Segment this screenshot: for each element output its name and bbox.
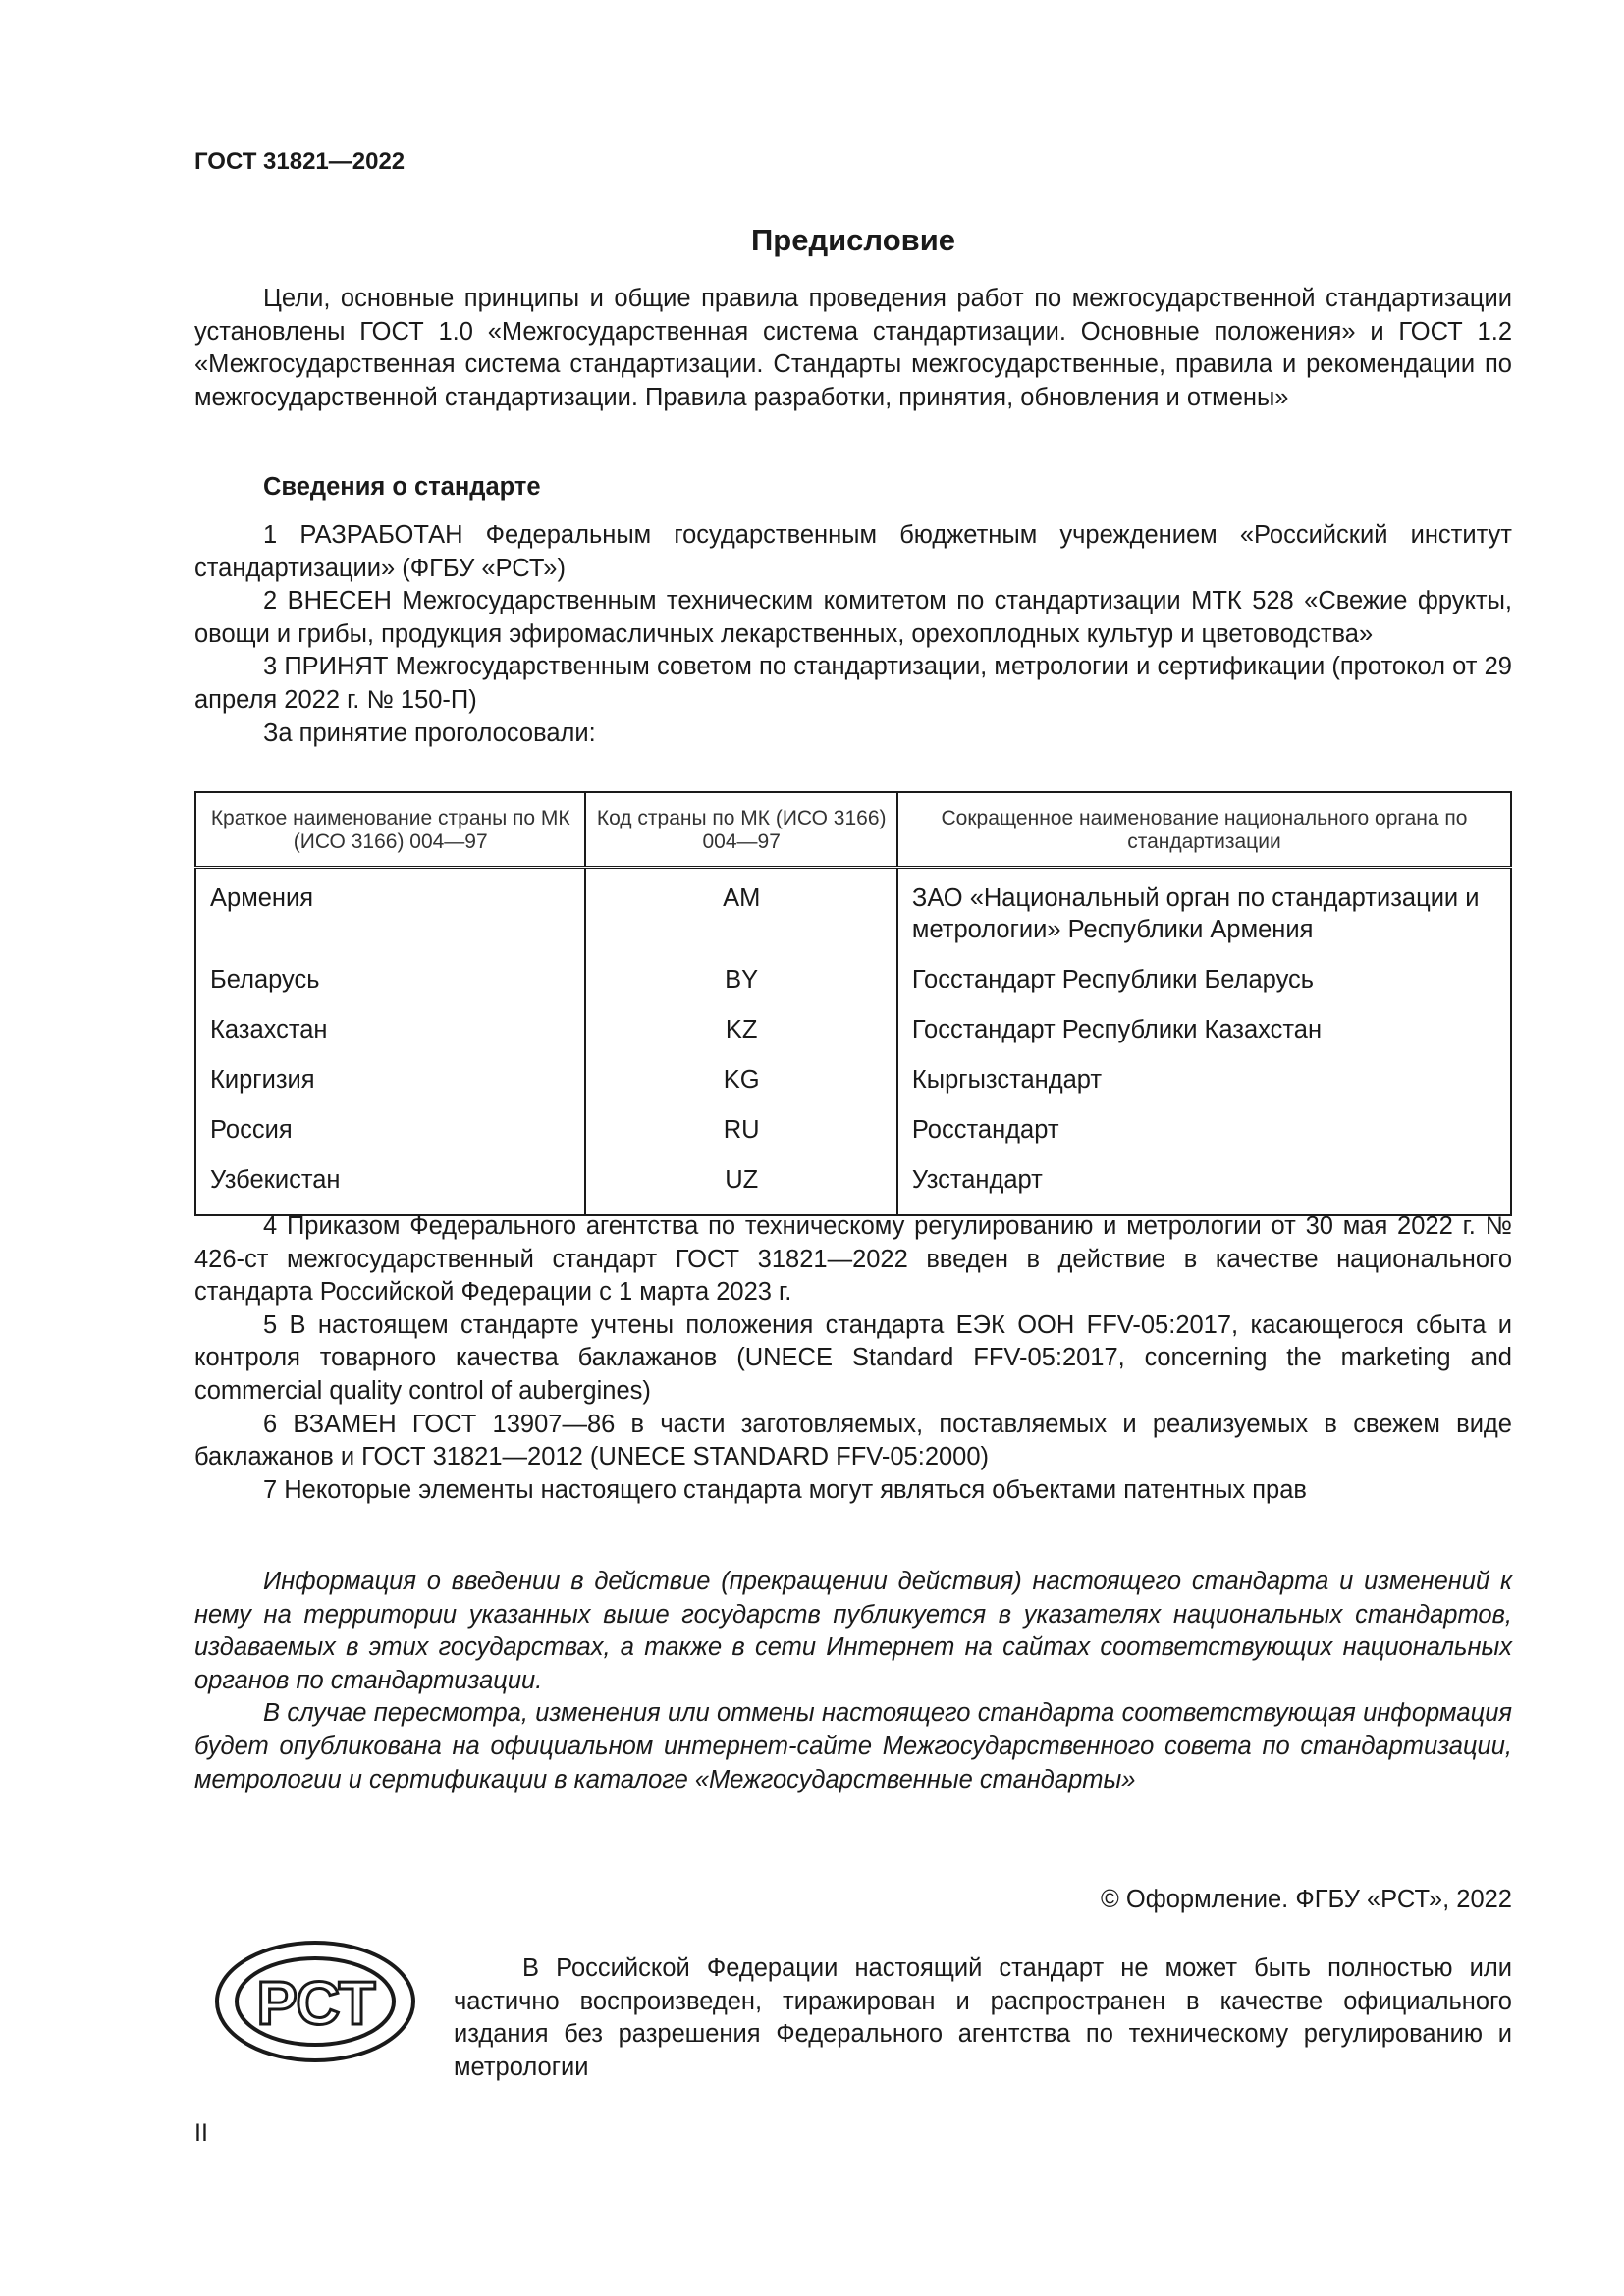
table-header-row — [195, 792, 1511, 868]
table-row — [195, 1114, 1511, 1164]
about-heading-block — [194, 471, 1512, 505]
info-block — [194, 1566, 1512, 1796]
table-row — [195, 964, 1511, 1014]
document-header: ГОСТ 31821—2022 — [194, 148, 406, 175]
table-row — [195, 1014, 1511, 1064]
cell-code: KZ — [585, 1014, 896, 1064]
cell-country: Армения — [195, 868, 585, 965]
info-paragraph: В случае пересмотра, изменения или отмены настоящего стандарта соответствующая информация будет опубликована на официальном интернет-сайте Межгосударственного совета по стандартизации, метрологии и сертификации в каталоге «Межгосударственные стандарты» — [194, 1699, 1512, 1793]
reproduction-note — [454, 1952, 1512, 2084]
cell-country: Казахстан — [195, 1014, 585, 1064]
page-title: Предисловие — [750, 223, 955, 257]
logo-text: РСТ — [256, 1970, 376, 2038]
reproduction-text: В Российской Федерации настоящий стандарт не может быть полностью или частично воспроизведен, тиражирован и распространен в качестве официального издания без разрешения Федерального агентства по техническому регулированию и метрологии — [454, 1954, 1512, 2081]
header-country: Краткое наименование страны по МК (ИСО 3166) 004—97 — [195, 792, 585, 868]
items-after-table — [194, 1210, 1512, 1507]
cell-body: ЗАО «Национальный орган по стандартизации и метрологии» Республики Армения — [897, 868, 1511, 965]
cell-code: KG — [585, 1064, 896, 1114]
list-item: 7 Некоторые элементы настоящего стандарта могут являться объектами патентных прав — [263, 1475, 1307, 1504]
copyright-line: © Оформление. ФГБУ «РСТ», 2022 — [1101, 1886, 1512, 1913]
cell-body: Росстандарт — [897, 1114, 1511, 1164]
voted-label: За принятие проголосовали: — [263, 719, 596, 747]
cell-code: UZ — [585, 1164, 896, 1215]
cell-body: Госстандарт Республики Беларусь — [897, 964, 1511, 1014]
page-number: II — [194, 2119, 208, 2147]
cell-body: Госстандарт Республики Казахстан — [897, 1014, 1511, 1064]
cell-body: Узстандарт — [897, 1164, 1511, 1215]
info-paragraph: Информация о введении в действие (прекращении действия) настоящего стандарта и изменений к нему на территории указанных выше государств публикуется в указателях национальных стандартов, издаваемых в этих государствах, а также в сети Интернет на сайтах соответствующих национальных органов по стандартизации. — [194, 1568, 1512, 1694]
cell-country: Россия — [195, 1114, 585, 1164]
intro-paragraph: Цели, основные принципы и общие правила проведения работ по межгосударственной стандартизации установлены ГОСТ 1.0 «Межгосударственная система стандартизации. Основные положения» и ГОСТ 1.2 «Межгосударственная система стандартизации. Стандарты межгосударственные, правила и рекомендации по межгосударственной стандартизации. Правила разработки, принятия, обновления и отмены» — [194, 285, 1512, 411]
cell-code: BY — [585, 964, 896, 1014]
intro-block — [194, 283, 1512, 414]
list-item: 2 ВНЕСЕН Межгосударственным техническим комитетом по стандартизации МТК 528 «Свежие фрукты, овощи и грибы, продукция эфиромасличных лекарственных, орехоплодных культур и цветоводства» — [194, 587, 1512, 648]
cell-country: Беларусь — [195, 964, 585, 1014]
voting-states-table — [194, 791, 1512, 1216]
list-item: 6 ВЗАМЕН ГОСТ 13907—86 в части заготовляемых, поставляемых и реализуемых в свежем виде баклажанов и ГОСТ 31821—2012 (UNECE STANDARD FFV-05:2000) — [194, 1410, 1512, 1471]
list-item: 3 ПРИНЯТ Межгосударственным советом по стандартизации, метрологии и сертификации (протокол от 29 апреля 2022 г. № 150-П) — [194, 653, 1512, 714]
items-before-table — [194, 519, 1512, 750]
about-heading: Сведения о стандарте — [263, 473, 541, 501]
table-row — [195, 1164, 1511, 1215]
cell-country: Узбекистан — [195, 1164, 585, 1215]
list-item: 4 Приказом Федерального агентства по техническому регулированию и метрологии от 30 мая 2022 г. № 426-ст межгосударственный стандарт ГОСТ 31821—2022 введен в действие в качестве национального стандарта Российской Федерации с 1 марта 2023 г. — [194, 1212, 1512, 1307]
cell-body: Кыргызстандарт — [897, 1064, 1511, 1114]
cell-code: RU — [585, 1114, 896, 1164]
table-row — [195, 868, 1511, 965]
cell-code: AM — [585, 868, 896, 965]
list-item: 5 В настоящем стандарте учтены положения стандарта ЕЭК ООН FFV-05:2017, касающегося сбыта и контроля товарного качества баклажанов (UNECE Standard FFV-05:2017, concerning the marketing and commercial quality control of aubergines) — [194, 1310, 1512, 1405]
header-code: Код страны по МК (ИСО 3166) 004—97 — [585, 792, 896, 868]
header-body: Сокращенное наименование национального органа по стандартизации — [897, 792, 1511, 868]
table-row — [195, 1064, 1511, 1114]
rst-logo-icon — [212, 1938, 418, 2065]
cell-country: Киргизия — [195, 1064, 585, 1114]
list-item: 1 РАЗРАБОТАН Федеральным государственным бюджетным учреждением «Российский институт стандартизации» (ФГБУ «РСТ») — [194, 521, 1512, 582]
